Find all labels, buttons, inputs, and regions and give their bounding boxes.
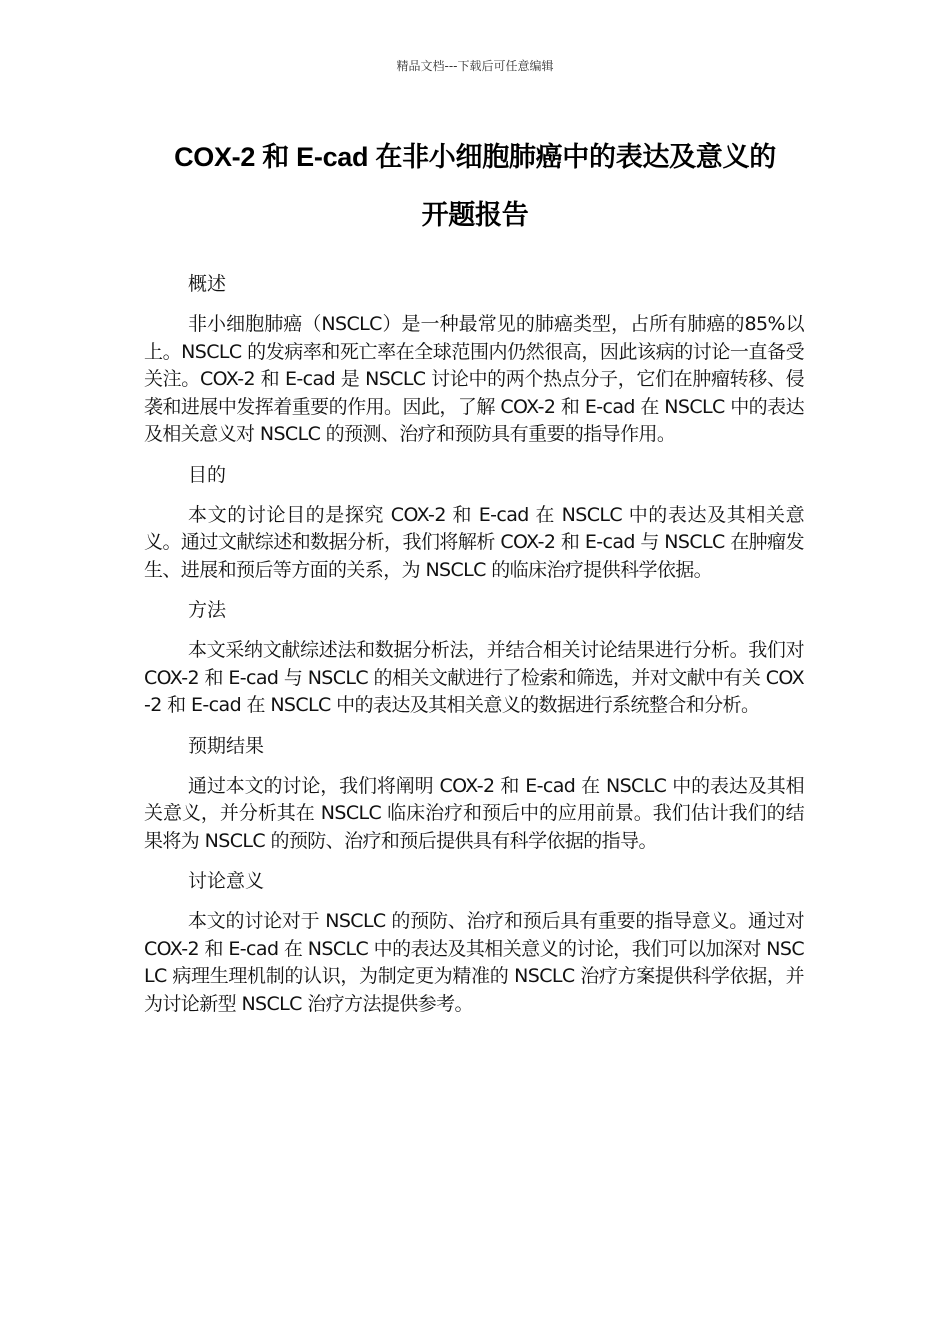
section-overview: [144, 270, 804, 449]
section-paragraph: 非小细胞肺癌（NSCLC）是一种最常见的肺癌类型，占所有肺癌的85%以上。NSCLC 的发病率和死亡率在全球范围内仍然很高，因此该病的讨论一直备受关注。COX-2 和 E-cad 是 NSCLC 讨论中的两个热点分子，它们在肿瘤转移、侵袭和进展中发挥着重要的作用。因此，了解 COX-2 和 E-cad 在 NSCLC 中的表达及相关意义对 NSCLC 的预测、治疗和预防具有重要的指导作用。: [144, 313, 804, 445]
section-paragraph: 本文的讨论目的是探究 COX-2 和 E-cad 在 NSCLC 中的表达及其相关意义。通过文献综述和数据分析，我们将解析 COX-2 和 E-cad 与 NSCLC 在肿瘤发生、进展和预后等方面的关系，为 NSCLC 的临床治疗提供科学依据。: [144, 503, 804, 581]
section-heading: 方法: [188, 599, 227, 621]
section-significance: [144, 867, 804, 1018]
section-heading: 目的: [188, 463, 227, 486]
section-methods: [144, 596, 804, 720]
document-title: [130, 128, 820, 244]
section-expected-results: [144, 732, 804, 856]
section-heading: 预期结果: [188, 734, 265, 757]
section-heading: 概述: [188, 273, 227, 295]
section-paragraph: 通过本文的讨论，我们将阐明 COX-2 和 E-cad 在 NSCLC 中的表达及其相关意义，并分析其在 NSCLC 临床治疗和预后中的应用前景。我们估计我们的结果将为 NSCLC 的预防、治疗和预后提供具有科学依据的指导。: [144, 774, 804, 852]
section-purpose: [144, 461, 804, 585]
document-title-line-1: COX-2 和 E-cad 在非小细胞肺癌中的表达及意义的: [174, 142, 776, 172]
section-paragraph: 本文采纳文献综述法和数据分析法，并结合相关讨论结果进行分析。我们对 COX-2 和 E-cad 与 NSCLC 的相关文献进行了检索和筛选，并对文献中有关 COX-2 和 E-cad 在 NSCLC 中的表达及其相关意义的数据进行系统整合和分析。: [144, 639, 804, 716]
section-heading: 讨论意义: [188, 870, 265, 892]
document-title-line-2: 开题报告: [421, 200, 529, 230]
page-header-note: 精品文档---下载后可任意编辑: [396, 59, 554, 73]
section-paragraph: 本文的讨论对于 NSCLC 的预防、治疗和预后具有重要的指导意义。通过对 COX-2 和 E-cad 在 NSCLC 中的表达及其相关意义的讨论，我们可以加深对 NSCLC 病理生理机制的认识，为制定更为精准的 NSCLC 治疗方案提供科学依据，并为讨论新型 NSCLC 治疗方法提供参考。: [144, 910, 804, 1015]
document-body: [144, 270, 804, 1030]
